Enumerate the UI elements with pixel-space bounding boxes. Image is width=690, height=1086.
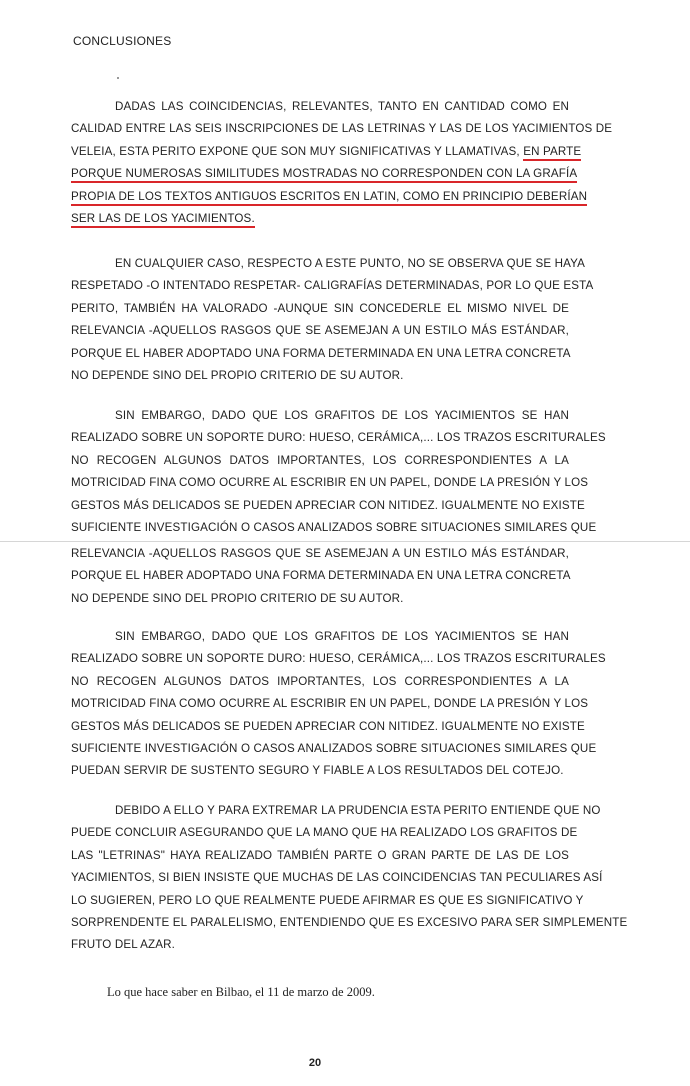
underlined-text: PORQUE NUMEROSAS SIMILITUDES MOSTRADAS NO CORRESPONDEN CON LA GRAFÍA [71,167,577,183]
paragraph-6 [71,800,628,957]
scan-seam-divider [0,541,690,542]
paragraph-line: LO SUGIEREN, PERO LO QUE REALMENTE PUEDE AFIRMAR ES QUE ES SIGNIFICATIVO Y [71,893,584,907]
paragraph-line: FRUTO DEL AZAR. [71,938,176,952]
paragraph-line: PORQUE EL HABER ADOPTADO UNA FORMA DETERMINADA EN UNA LETRA CONCRETA [71,346,571,360]
paragraph-line: SORPRENDENTE EL PARALELISMO, ENTENDIENDO QUE ES EXCESIVO PARA SER SIMPLEMENTE [71,916,628,930]
paragraph-line: NO DEPENDE SINO DEL PROPIO CRITERIO DE SU AUTOR. [71,591,404,605]
paragraph-2 [71,253,594,387]
paragraph-line: PERITO, TAMBIÉN HA VALORADO -AUNQUE SIN CONCEDERLE EL MISMO NIVEL DE [71,301,569,315]
paragraph-4 [71,543,569,610]
paragraph-line: SUFICIENTE INVESTIGACIÓN O CASOS ANALIZADOS SOBRE SITUACIONES SIMILARES QUE [71,742,597,756]
paragraph-line: DADAS LAS COINCIDENCIAS, RELEVANTES, TANTO EN CANTIDAD COMO EN [115,100,569,113]
closing-statement: Lo que hace saber en Bilbao, el 11 de marzo de 2009. [107,985,375,999]
paragraph-line: REALIZADO SOBRE UN SOPORTE DURO: HUESO, CERÁMICA,... LOS TRAZOS ESCRITURALES [71,652,606,666]
paragraph-line: GESTOS MÁS DELICADOS SE PUEDEN APRECIAR CON NITIDEZ. IGUALMENTE NO EXISTE [71,498,585,512]
paragraph-line: DEBIDO A ELLO Y PARA EXTREMAR LA PRUDENCIA ESTA PERITO ENTIENDE QUE NO [115,804,601,817]
paragraph-line: RELEVANCIA -AQUELLOS RASGOS QUE SE ASEMEJAN A UN ESTILO MÁS ESTÁNDAR, [71,547,569,560]
paragraph-3 [71,405,606,539]
paragraph-line: PUEDE CONCLUIR ASEGURANDO QUE LA MANO QUE HA REALIZADO LOS GRAFITOS DE [71,826,578,840]
paragraph-line: REALIZADO SOBRE UN SOPORTE DURO: HUESO, CERÁMICA,... LOS TRAZOS ESCRITURALES [71,431,606,445]
paragraph-line: NO RECOGEN ALGUNOS DATOS IMPORTANTES, LOS CORRESPONDIENTES A LA [71,453,569,467]
paragraph-line: MOTRICIDAD FINA COMO OCURRE AL ESCRIBIR EN UN PAPEL, DONDE LA PRESIÓN Y LOS [71,476,589,490]
paragraph-line: SUFICIENTE INVESTIGACIÓN O CASOS ANALIZADOS SOBRE SITUACIONES SIMILARES QUE [71,521,597,535]
paragraph-line: PUEDAN SERVIR DE SUSTENTO SEGURO Y FIABLE A LOS RESULTADOS DEL COTEJO. [71,764,564,778]
paragraph-line: MOTRICIDAD FINA COMO OCURRE AL ESCRIBIR EN UN PAPEL, DONDE LA PRESIÓN Y LOS [71,697,589,711]
underlined-text: EN PARTE [523,145,581,161]
paragraph-line: EN CUALQUIER CASO, RESPECTO A ESTE PUNTO, NO SE OBSERVA QUE SE HAYA [115,257,586,270]
paragraph-line: RELEVANCIA -AQUELLOS RASGOS QUE SE ASEMEJAN A UN ESTILO MÁS ESTÁNDAR, [71,324,569,338]
stray-mark [117,77,119,79]
paragraph-1 [71,96,613,230]
page-number: 20 [308,1057,322,1069]
paragraph-5 [71,626,606,783]
paragraph-line: PORQUE EL HABER ADOPTADO UNA FORMA DETERMINADA EN UNA LETRA CONCRETA [71,569,571,583]
paragraph-line: SIN EMBARGO, DADO QUE LOS GRAFITOS DE LOS YACIMIENTOS SE HAN [115,409,569,422]
paragraph-line: NO RECOGEN ALGUNOS DATOS IMPORTANTES, LOS CORRESPONDIENTES A LA [71,674,569,688]
paragraph-line: SIN EMBARGO, DADO QUE LOS GRAFITOS DE LOS YACIMIENTOS SE HAN [115,630,569,643]
paragraph-line: LAS "LETRINAS" HAYA REALIZADO TAMBIÉN PARTE O GRAN PARTE DE LAS DE LOS [71,848,569,862]
section-heading: CONCLUSIONES [73,34,172,48]
paragraph-line: VELEIA, ESTA PERITO EXPONE QUE SON MUY SIGNIFICATIVAS Y LLAMATIVAS, [71,144,520,158]
underlined-text: PROPIA DE LOS TEXTOS ANTIGUOS ESCRITOS EN LATIN, COMO EN PRINCIPIO DEBERÍAN [71,190,587,206]
underlined-text: SER LAS DE LOS YACIMIENTOS. [71,212,255,228]
paragraph-line: GESTOS MÁS DELICADOS SE PUEDEN APRECIAR CON NITIDEZ. IGUALMENTE NO EXISTE [71,719,585,733]
paragraph-line: NO DEPENDE SINO DEL PROPIO CRITERIO DE SU AUTOR. [71,369,404,383]
paragraph-line: CALIDAD ENTRE LAS SEIS INSCRIPCIONES DE LAS LETRINAS Y LAS DE LOS YACIMIENTOS DE [71,122,613,136]
paragraph-line: RESPETADO -O INTENTADO RESPETAR- CALIGRAFÍAS DETERMINADAS, POR LO QUE ESTA [71,279,594,293]
paragraph-line: YACIMIENTOS, SI BIEN INSISTE QUE MUCHAS DE LAS COINCIDENCIAS TAN PECULIARES ASÍ [71,871,603,885]
